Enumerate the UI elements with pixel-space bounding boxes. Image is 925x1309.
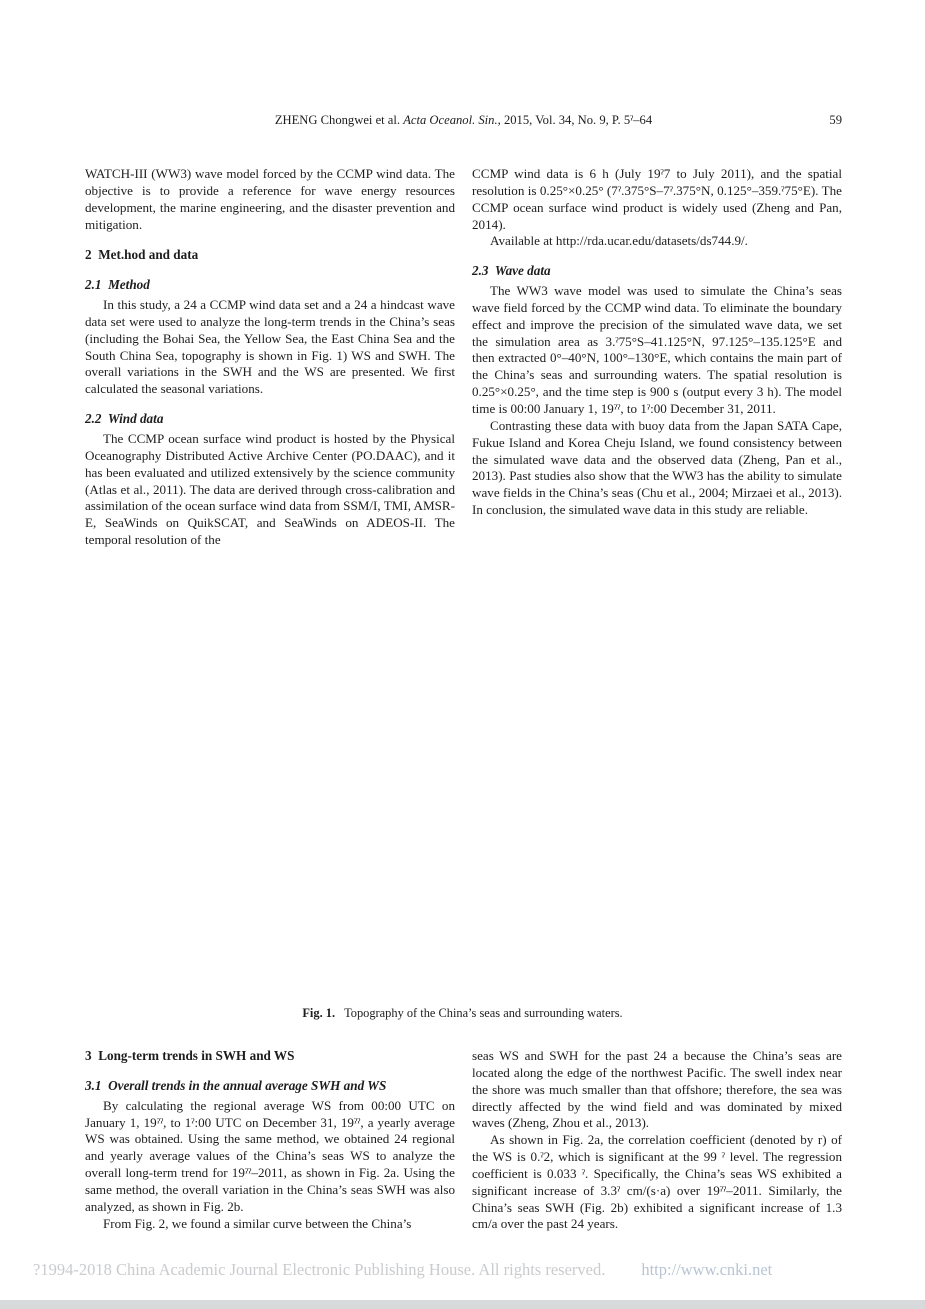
running-head-issue-info: , 2015, Vol. 34, No. 9, P. 5ˀ–64 [497,113,653,127]
top-right-column [472,166,842,519]
section-2-3-heading: 2.3 Wave data [472,263,551,279]
section-3-1-heading: 3.1 Overall trends in the annual average SWH and WS [85,1077,387,1093]
paragraph-wind-data: The CCMP ocean surface wind product is hosted by the Physical Oceanography Distributed Active Archive Center (PO.DAAC), and it has been evaluated and utilized extensively by the science community (Atlas et al., 2011). The data are derived through cross-calibration and assimilation of the ocean surface wind data from SSM/I, TMI, AMSR-E, SeaWinds on QuikSCAT, and SeaWinds on ADEOS-II. The temporal resolution of the [85,430,455,548]
figure-1-caption [0,1005,925,1021]
paragraph-wind-data-continuation: CCMP wind data is 6 h (July 19ˀ7 to July 2011), and the spatial resolution is 0.25°×0.25° (7ˀ.375°S–7ˀ.375°N, 0.125°–359.ˀ75°E). The CCMP ocean surface wind product is widely used (Zheng and Pan, 2014). [472,166,842,232]
paragraph-trends-1: By calculating the regional average WS from 00:00 UTC on January 1, 19ˀˀ, to 1ˀ:00 UTC on December 31, 19ˀˀ, a yearly average WS was obtained. Using the same method, we obtained 24 regional and yearly average values of the China’s seas WS to analyze the overall long-term trend for 19ˀˀ–2011, as shown in Fig. 2a. Using the same method, the overall variation in the China’s seas SWH was also analyzed, as shown in Fig. 2b. [85,1097,455,1214]
cnki-watermark [33,1260,893,1280]
cnki-copyright-text: ?1994-2018 China Academic Journal Electronic Publishing House. All rights reserved. [33,1260,606,1279]
running-head-journal-title: Acta Oceanol. Sin. [403,113,498,127]
running-head [85,112,842,129]
cnki-url: http://www.cnki.net [641,1260,773,1279]
paragraph-trends-2: From Fig. 2, we found a similar curve between the China’s [103,1215,412,1231]
bottom-text-block [85,1048,842,1233]
section-3-heading: 3 Long-term trends in SWH and WS [85,1048,295,1063]
section-2-heading: 2 Met.hod and data [85,247,199,263]
bottom-left-column [85,1048,455,1232]
section-2-1-heading: 2.1 Method [85,277,150,293]
figure-1-placeholder [85,578,842,978]
paragraph-method: In this study, a 24 a CCMP wind data set and a 24 a hindcast wave data set were used to analyze the long-term trends in the China’s seas (including the Bohai Sea, the Yellow Sea, the East China Sea and the South China Sea, topography is shown in Fig. 1) WS and SWH. The overall variations in the SWH and the WS are presented. We first calculated the seasonal variations. [85,297,455,397]
top-text-block [85,166,842,549]
figure-1-label: Fig. 1. [302,1006,336,1020]
bottom-right-column [472,1048,842,1233]
running-head-authors: ZHENG Chongwei et al. [274,113,404,127]
section-2-2-heading: 2.2 Wind data [85,411,164,427]
paragraph-wave-data-1: The WW3 wave model was used to simulate the China’s seas wave field forced by the CCMP wind data. To eliminate the boundary effect and improve the precision of the simulated wave data, we set the simulation area as 3.ˀ75°S–41.125°N, 97.125°–135.125°E and then extracted 0°–40°N, 100°–130°E, which contains the main part of the China’s seas and surrounding waters. The spatial resolution is 0.25°×0.25°, and the time step is 900 s (output every 3 h). The model time is 00:00 January 1, 19ˀˀ, to 1ˀ:00 December 31, 2011. [472,283,842,416]
page-bottom-edge [0,1300,925,1309]
top-left-column [85,166,455,549]
paragraph-wave-data-2: Contrasting these data with buoy data from the Japan SATA Cape, Fukue Island and Korea Cheju Island, we found consistency between the simulated wave data and the observed data (Zheng, Pan et al., 2013). Past studies also show that the WW3 has the ability to simulate wave fields in the China’s seas (Chu et al., 2004; Mirzaei et al., 2013). In conclusion, the simulated wave data in this study are reliable. [472,417,842,518]
figure-1-caption-text: Topography of the China’s seas and surrounding waters. [344,1006,623,1020]
paragraph-dataset-url: Available at http://rda.ucar.edu/datasets/ds744.9/. [490,233,748,249]
paragraph-correlation: As shown in Fig. 2a, the correlation coefficient (denoted by r) of the WS is 0.ˀ2, which is significant at the 99 ˀ level. The regression coefficient is 0.033 ˀ. Specifically, the China’s seas WS exhibited a significant increase of 3.3ˀ cm/(s·a) over 19ˀˀ–2011. Similarly, the China’s seas SWH (Fig. 2b) exhibited a significant increase of 1.3 cm/a over the past 24 years. [472,1132,842,1232]
page-number: 59 [829,113,842,127]
paragraph-trends-continuation: seas WS and SWH for the past 24 a because the China’s seas are located along the edge of the northwest Pacific. The swell index near the shore was much smaller than that offshore; therefore, the sea was directly affected by the wind field and was dominated by mixed waves (Zheng, Zhou et al., 2013). [472,1048,842,1131]
paragraph-intro-continuation: WATCH-III (WW3) wave model forced by the CCMP wind data. The objective is to provide a reference for wave energy resources development, the marine engineering, and the disaster prevention and mitigation. [85,166,455,232]
